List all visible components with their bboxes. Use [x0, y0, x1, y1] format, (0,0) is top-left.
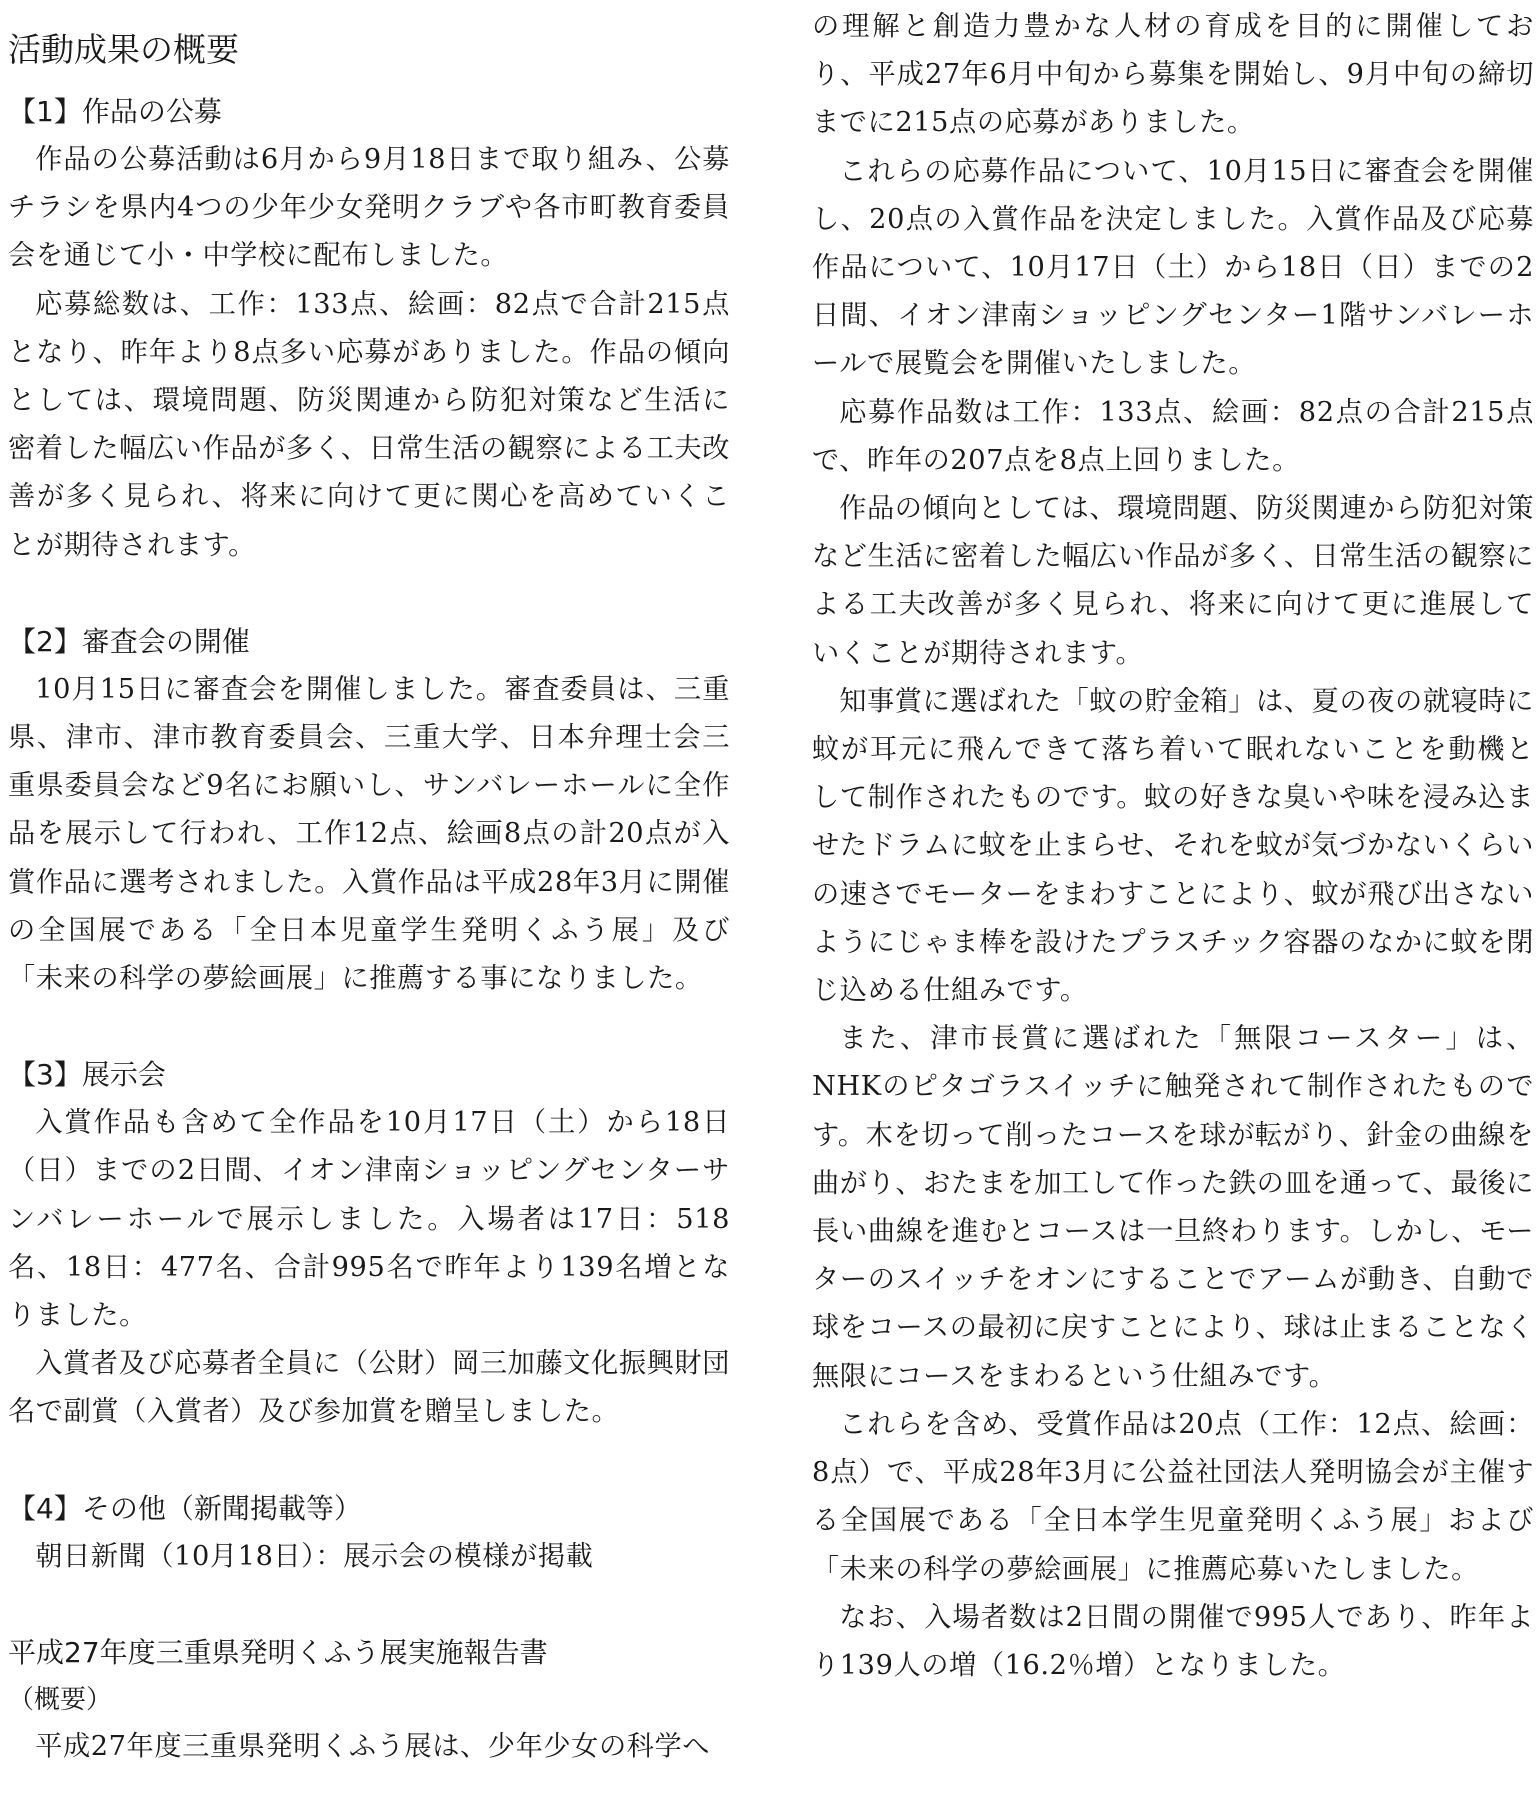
page-title: 活動成果の概要: [8, 30, 239, 69]
report-title: 平成27年度三重県発明くふう展実施報告書: [8, 1635, 548, 1669]
report-intro-start: 平成27年度三重県発明くふう展は、少年少女の科学へ: [35, 1730, 711, 1762]
section-4: [8, 1485, 730, 1581]
report-section: [8, 1629, 730, 1771]
section-3-paragraph-1: 入賞作品も含めて全作品を10月17日（土）から18日（日）までの2日間、イオン津南ショッピングセンターサンバレーホールで展示しました。入場者は17日：518名、18日：477名、合計995名で昨年より139名増となりました。: [8, 1107, 730, 1332]
section-2-paragraph-1: 10月15日に審査会を開催しました。審査委員は、三重県、津市、津市教育委員会、三重大学、日本弁理士会三重県委員会など9名にお願いし、サンバレーホールに全作品を展示して行われ、工作12点、絵画8点の計20点が入賞作品に選考されました。入賞作品は平成28年3月に開催の全国展である「全日本児童学生発明くふう展」及び「未来の科学の夢絵画展」に推薦する事になりました。: [8, 673, 730, 995]
spacer: [8, 1003, 730, 1051]
report-paragraph-3: 作品の傾向としては、環境問題、防災関連から防犯対策など生活に密着した幅広い作品が多く、日常生活の観察による工夫改善が多く見られ、将来に向けて更に進展していくことが期待されます。: [812, 493, 1534, 669]
report-paragraph-2: 応募作品数は工作：133点、絵画：82点の合計215点で、昨年の207点を8点上回りました。: [812, 396, 1534, 476]
section-1-paragraph-2: 応募総数は、工作：133点、絵画：82点で合計215点となり、昨年より8点多い応募がありました。作品の傾向としては、環境問題、防災関連から防犯対策など生活に密着した幅広い作品が多く、日常生活の観察による工夫改善が多く見られ、将来に向けて更に関心を高めていくことが期待されます。: [8, 288, 730, 561]
spacer: [8, 1437, 730, 1485]
spacer: [8, 1581, 730, 1629]
section-heading-4: 【4】その他（新聞掲載等）: [8, 1491, 362, 1525]
spacer: [8, 570, 730, 618]
section-3: [8, 1051, 730, 1436]
report-paragraph-6: これらを含め、受賞作品は20点（工作：12点、絵画：8点）で、平成28年3月に公益社団法人発明協会が主催する全国展である「全日本学生児童発明くふう展」および「未来の科学の夢絵画展」に推薦応募いたしました。: [812, 1408, 1534, 1585]
section-heading-3: 【3】展示会: [8, 1058, 166, 1092]
report-paragraph-1: これらの応募作品について、10月15日に審査会を開催し、20点の入賞作品を決定しました。入賞作品及び応募作品について、10月17日（土）から18日（日）までの2日間、イオン津南ショッピングセンター1階サンバレーホールで展覧会を開催いたしました。: [812, 155, 1534, 380]
section-1: [8, 88, 730, 570]
left-column: [8, 0, 730, 1771]
section-2: [8, 618, 730, 1003]
report-subtitle: （概要）: [8, 1684, 113, 1715]
section-heading-2: 【2】審査会の開催: [8, 624, 250, 658]
report-paragraph-5: また、津市長賞に選ばれた「無限コースター」は、NHKのピタゴラスイッチに触発されて制作されたものです。木を切って削ったコースを球が転がり、針金の曲線を曲がり、おたまを加工して作った鉄の皿を通って、最後に長い曲線を進むとコースは一旦終わります。しかし、モーターのスイッチをオンにすることでアームが動き、自動で球をコースの最初に戻すことにより、球は止まることなく無限にコースをまわるという仕組みです。: [812, 1023, 1534, 1392]
section-heading-1: 【1】作品の公募: [8, 95, 222, 128]
report-intro-continued: の理解と創造力豊かな人材の育成を目的に開催しており、平成27年6月中旬から募集を開始し、9月中旬の締切までに215点の応募がありました。: [812, 11, 1534, 139]
section-4-paragraph-1: 朝日新聞（10月18日）：展示会の模様が掲載: [35, 1540, 594, 1572]
right-column: [812, 0, 1534, 1690]
section-3-paragraph-2: 入賞者及び応募者全員に（公財）岡三加藤文化振興財団名で副賞（入賞者）及び参加賞を贈呈しました。: [8, 1348, 730, 1428]
section-1-paragraph-1: 作品の公募活動は6月から9月18日まで取り組み、公募チラシを県内4つの少年少女発明クラブや各市町教育委員会を通じて小・中学校に配布しました。: [8, 144, 730, 272]
report-paragraph-4: 知事賞に選ばれた「蚊の貯金箱」は、夏の夜の就寝時に蚊が耳元に飛んできて落ち着いて眠れないことを動機として制作されたものです。蚊の好きな臭いや味を浸み込ませたドラムに蚊を止まらせ、それを蚊が気づかないくらいの速さでモーターをまわすことにより、蚊が飛び出さないようにじゃま棒を設けたプラスチック容器のなかに蚊を閉じ込める仕組みです。: [812, 685, 1534, 1007]
report-paragraph-7: なお、入場者数は2日間の開催で995人であり、昨年より139人の増（16.2％増）となりました。: [812, 1601, 1534, 1681]
